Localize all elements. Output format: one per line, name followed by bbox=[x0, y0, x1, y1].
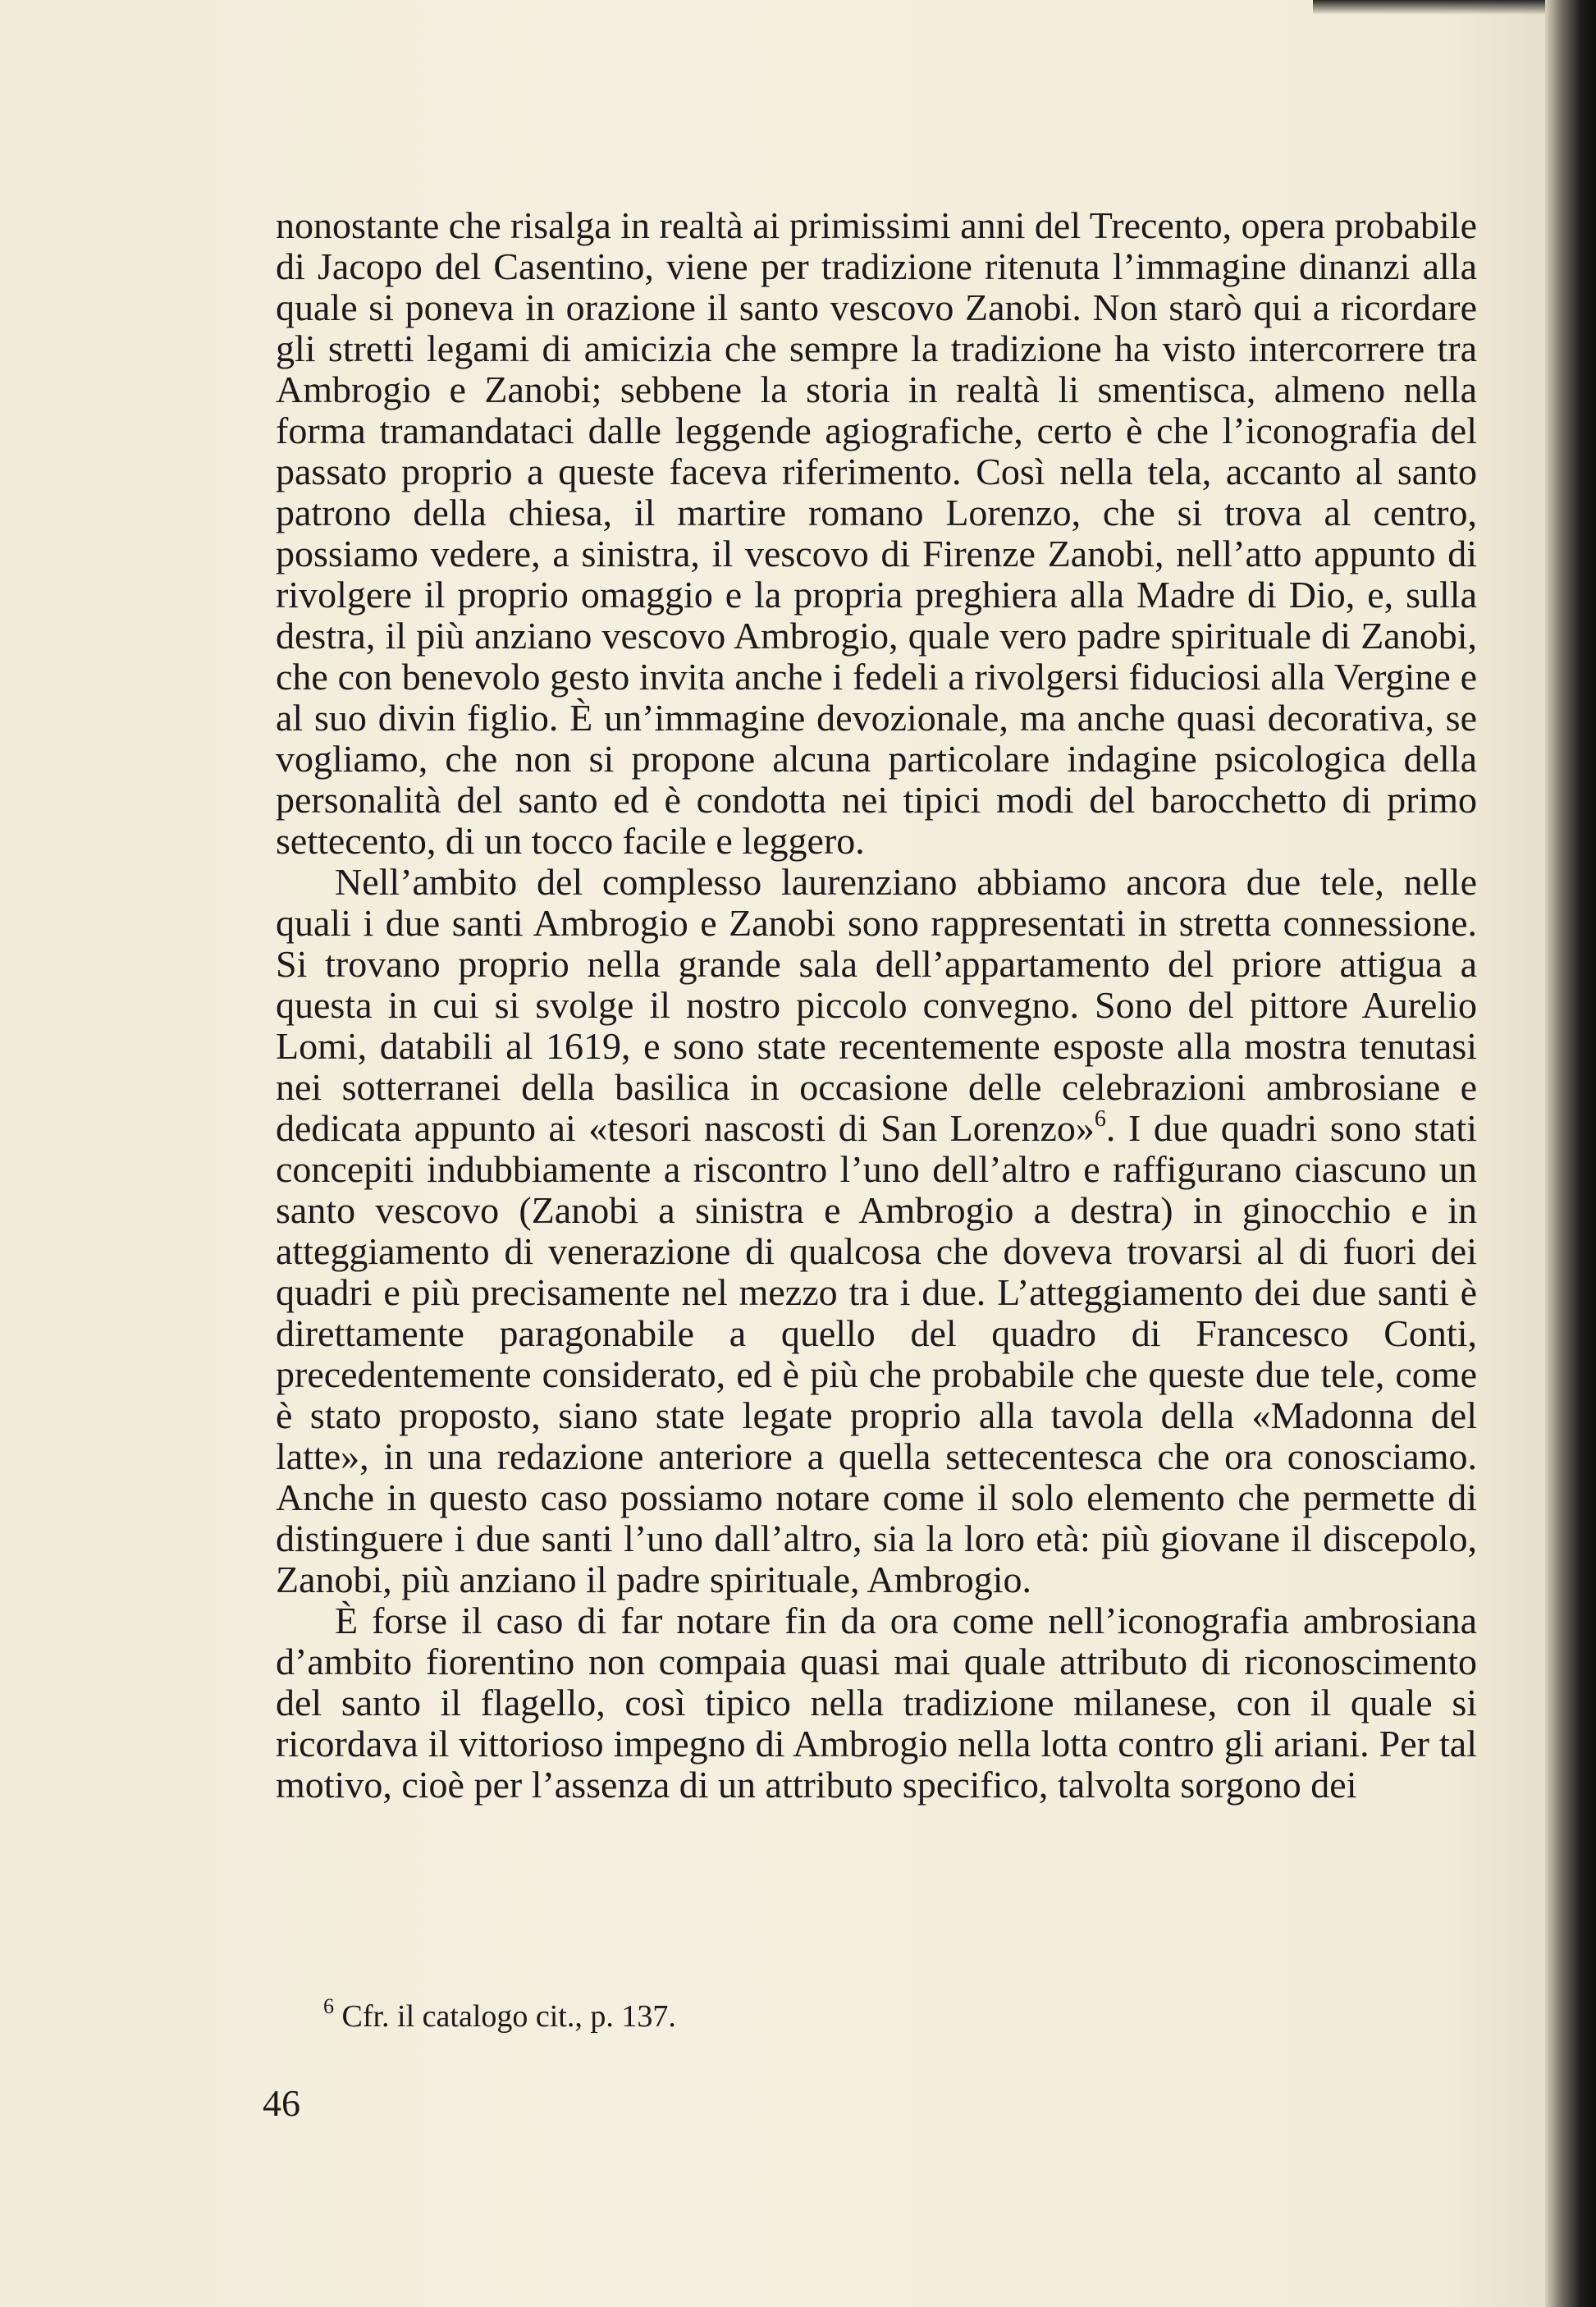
paragraph-3: È forse il caso di far notare fin da ora come nell’iconografia ambrosiana d’ambito fiorentino non compaia quasi mai quale attributo di riconoscimento del santo il flagello, così tipico nella tradizione milanese, con il quale si ricordava il vittorioso impegno di Ambrogio nella lotta contro gli ariani. Per tal motivo, cioè per l’assenza di un attributo specifico, talvolta sorgono dei bbox=[276, 1600, 1477, 1806]
body-text bbox=[276, 205, 1477, 1806]
page-number: 46 bbox=[263, 2082, 300, 2124]
paragraph-2-text-before-note: Nell’ambito del complesso laurenziano abbiamo ancora due tele, nelle quali i due santi Ambrogio e Zanobi sono rappresentati in stretta connessione. Si trovano proprio nella grande sala dell’appartamento del priore attigua a questa in cui si svolge il nostro piccolo convegno. Sono del pittore Aurelio Lomi, databili al 1619, e sono state recentemente esposte alla mostra tenutasi nei sotterranei della basilica in occasione delle celebrazioni ambrosiane e dedicata appunto ai «tesori nascosti di San Lorenzo» bbox=[276, 861, 1477, 1149]
footnote-text: Cfr. il catalogo cit., p. 137. bbox=[341, 1999, 676, 2034]
paragraph-2 bbox=[276, 862, 1477, 1600]
page-edge-shadow bbox=[1545, 0, 1596, 2307]
paragraph-1: nonostante che risalga in realtà ai primissimi anni del Trecento, opera probabile di Jacopo del Casentino, viene per tradizione ritenuta l’immagine dinanzi alla quale si poneva in orazione il santo vescovo Zanobi. Non starò qui a ricordare gli stretti legami di amicizia che sempre la tradizione ha visto intercorrere tra Ambrogio e Zanobi; sebbene la storia in realtà li smentisca, almeno nella forma tramandataci dalle leggende agiografiche, certo è che l’iconografia del passato proprio a queste faceva riferimento. Così nella tela, accanto al santo patrono della chiesa, il martire romano Lorenzo, che si trova al centro, possiamo vedere, a sinistra, il vescovo di Firenze Zanobi, nell’atto appunto di rivolgere il proprio omaggio e la propria preghiera alla Madre di Dio, e, sulla destra, il più anziano vescovo Ambrogio, quale vero padre spirituale di Zanobi, che con benevolo gesto invita anche i fedeli a rivolgersi fiduciosi alla Vergine e al suo divin figlio. È un’immagine devozionale, ma anche quasi decorativa, se vogliamo, che non si propone alcuna particolare indagine psicologica della personalità del santo ed è condotta nei tipici modi del barocchetto di primo settecento, di un tocco facile e leggero. bbox=[276, 204, 1477, 862]
footnote-reference: 6 bbox=[1094, 1105, 1106, 1132]
footnote-6 bbox=[276, 1994, 1477, 2035]
paragraph-2-text-after-note: . I due quadri sono stati concepiti indubbiamente a riscontro l’uno dell’altro e raffigurano ciascuno un santo vescovo (Zanobi a sinistra e Ambrogio a destra) in ginocchio e in atteggiamento di venerazione di qualcosa che doveva trovarsi al di fuori dei quadri e più precisamente nel mezzo tra i due. L’atteggiamento dei due santi è direttamente paragonabile a quello del quadro di Francesco Conti, precedentemente considerato, ed è più che probabile che queste due tele, come è stato proposto, siano state legate proprio alla tavola della «Madonna del latte», in una redazione anteriore a quella settecentesca che ora conosciamo. Anche in questo caso possiamo notare come il solo elemento che permette di distinguere i due santi l’uno dall’altro, sia la loro età: più giovane il discepolo, Zanobi, più anziano il padre spirituale, Ambrogio. bbox=[276, 1107, 1477, 1600]
footnotes bbox=[276, 1994, 1477, 2035]
footnote-number: 6 bbox=[323, 1994, 334, 2019]
